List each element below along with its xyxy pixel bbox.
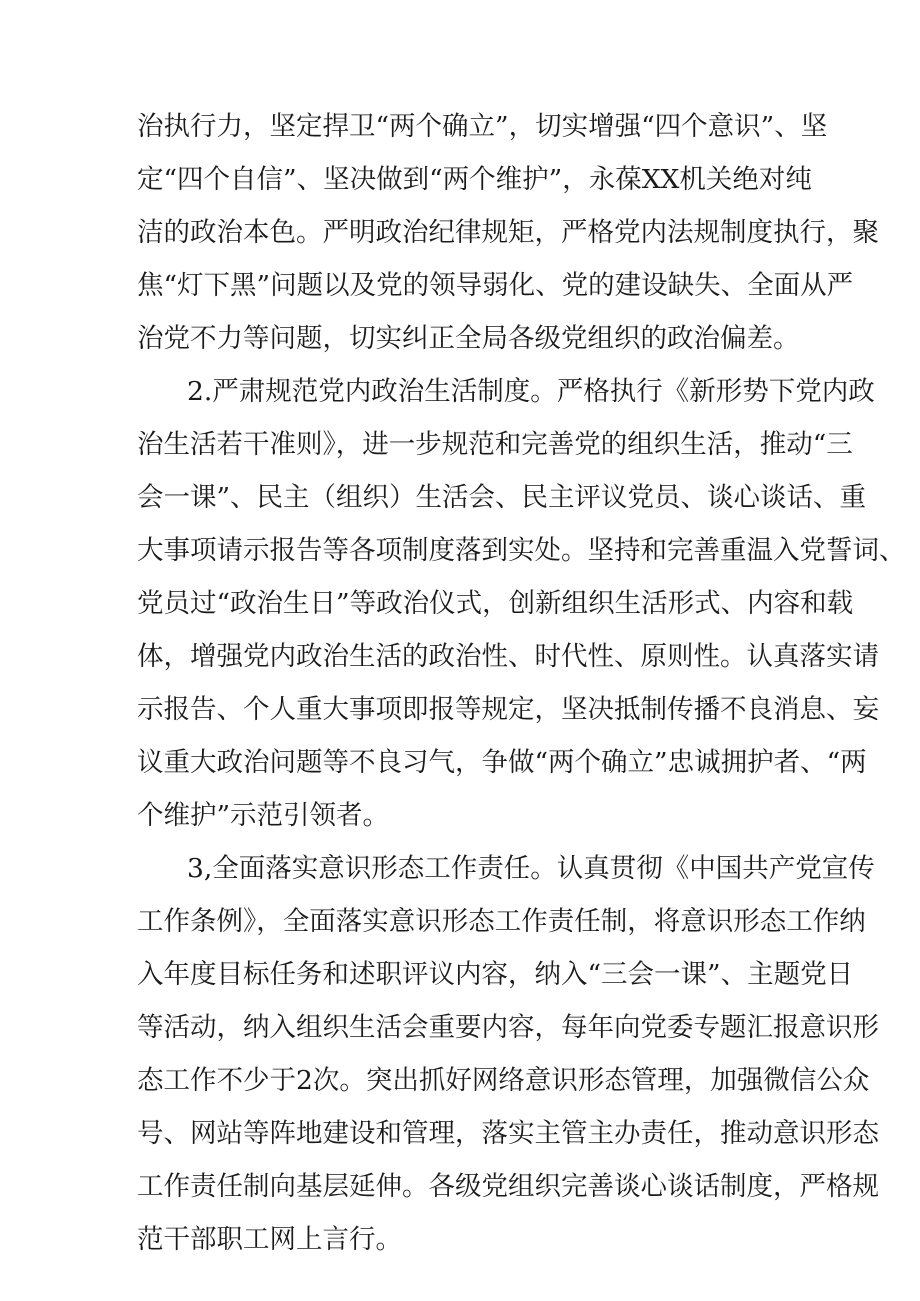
- paragraph-3-line-5: 态工作不少于2次。突出抓好网络意识形态管理，加强微信公众: [137, 1065, 870, 1096]
- paragraph-1-line-4: 焦“灯下黑”问题以及党的领导弱化、党的建设缺失、全面从严: [137, 270, 854, 301]
- paragraph-2-line-5: 党员过“政治生日”等政治仪式，创新组织生活形式、内容和载: [137, 588, 854, 619]
- paragraph-3-line-3: 入年度目标任务和述职评议内容，纳入“三会一课”、主题党日: [137, 959, 854, 990]
- paragraph-1-line-3: 洁的政治本色。严明政治纪律规矩，严格党内法规制度执行，聚: [137, 217, 879, 248]
- paragraph-2-line-3: 会一课”、民主（组织）生活会、民主评议党员、谈心谈话、重: [137, 482, 867, 513]
- paragraph-2-line-9: 个维护”示范引领者。: [137, 800, 390, 831]
- paragraph-2-line-2: 治生活若干准则》，进一步规范和完善党的组织生活，推动“三: [137, 429, 853, 460]
- paragraph-2-line-4: 大事项请示报告等各项制度落到实处。坚持和完善重温入党誓词、: [137, 535, 906, 566]
- paragraph-3-line-7: 工作责任制向基层延伸。各级党组织完善谈心谈话制度，严格规: [137, 1171, 879, 1202]
- paragraph-3-line-4: 等活动，纳入组织生活会重要内容，每年向党委专题汇报意识形: [137, 1012, 879, 1043]
- paragraph-1-line-1: 治执行力，坚定捍卫“两个确立”，切实增强“四个意识”、坚: [137, 111, 828, 142]
- paragraph-2-line-6: 体，增强党内政治生活的政治性、时代性、原则性。认真落实请: [137, 641, 879, 672]
- paragraph-2-line-7: 示报告、个人重大事项即报等规定，坚决抵制传播不良消息、妄: [137, 694, 879, 725]
- paragraph-3-line-6: 号、网站等阵地建设和管理，落实主管主办责任，推动意识形态: [137, 1118, 879, 1149]
- paragraph-3-line-8: 范干部职工网上言行。: [137, 1224, 402, 1255]
- paragraph-2-line-8: 议重大政治问题等不良习气，争做“两个确立”忠诚拥护者、“两: [137, 747, 867, 778]
- paragraph-1-line-2: 定“四个自信”、坚决做到“两个维护”，永葆XX机关绝对纯: [137, 164, 812, 195]
- paragraph-1-line-5: 治党不力等问题，切实纠正全局各级党组织的政治偏差。: [137, 323, 800, 354]
- paragraph-3-line-2: 工作条例》，全面落实意识形态工作责任制，将意识形态工作纳: [137, 906, 866, 937]
- paragraph-3-line-1: 3,全面落实意识形态工作责任。认真贯彻《中国共产党宣传: [187, 853, 875, 884]
- paragraph-2-line-1: 2.严肃规范党内政治生活制度。严格执行《新形势下党内政: [187, 376, 875, 407]
